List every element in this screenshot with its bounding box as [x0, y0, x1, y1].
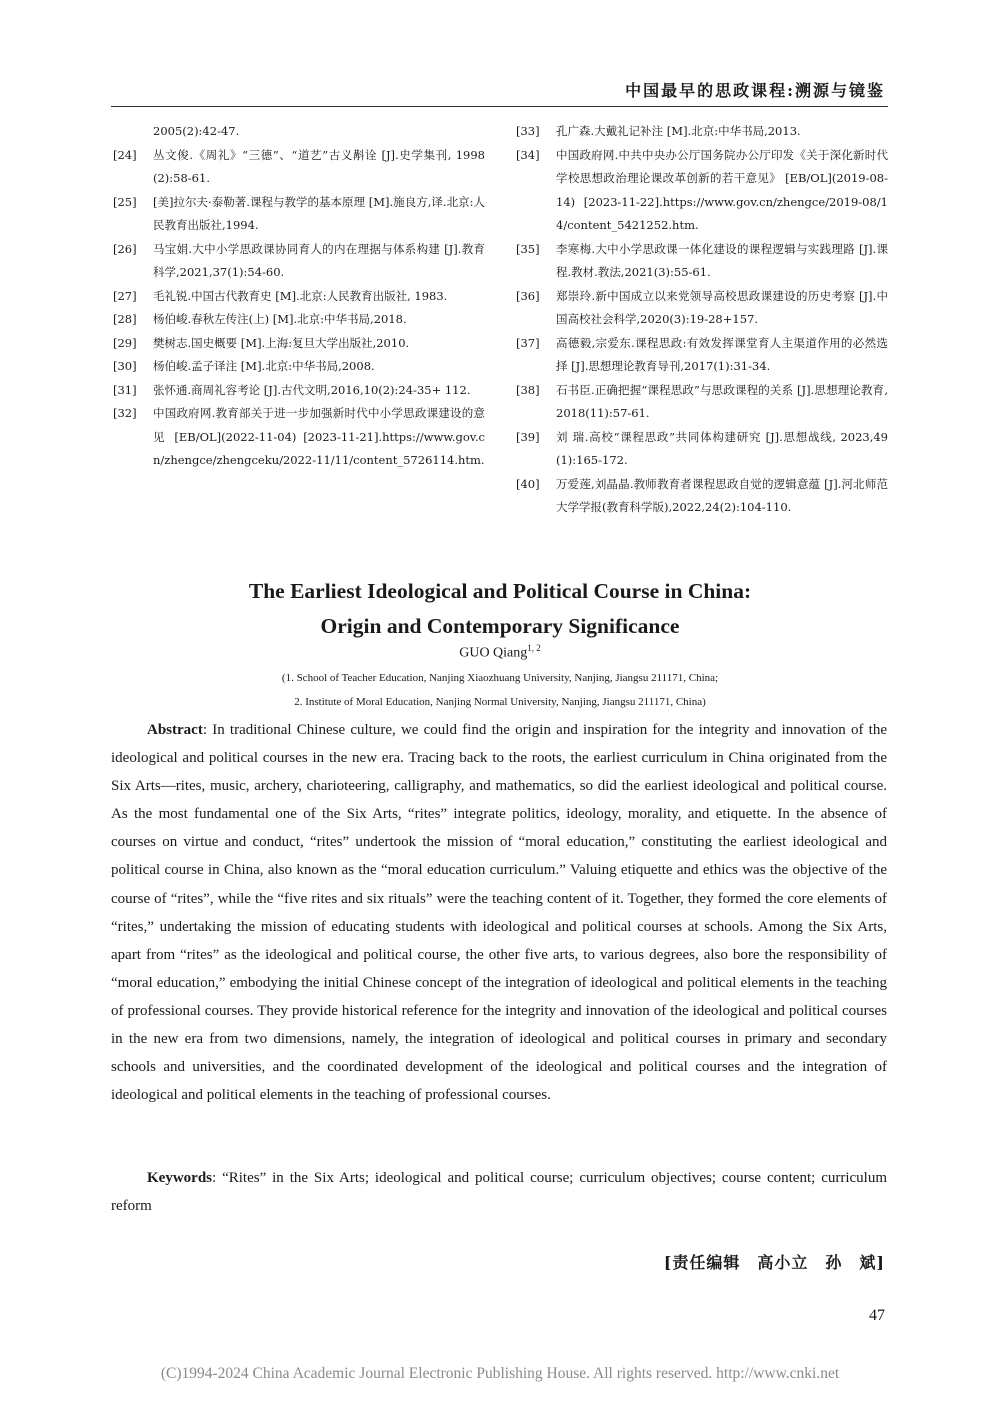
- reference-text: 刘 瑞.高校“课程思政”共同体构建研究 [J].思想战线, 2023,49(1):165-172.: [556, 429, 888, 467]
- reference-number: [25]: [113, 194, 137, 209]
- reference-text: 毛礼锐.中国古代教育史 [M].北京:人民教育出版社, 1983.: [153, 288, 448, 303]
- reference-number: [38]: [516, 382, 540, 397]
- reference-text: 李寒梅.大中小学思政课一体化建设的课程逻辑与实践理路 [J].课程.教材.教法,2021(3):55-61.: [556, 241, 888, 279]
- reference-item: [113, 285, 485, 309]
- keywords-text: : “Rites” in the Six Arts; ideological and political course; curriculum objectives; course content; curriculum reform: [111, 1170, 887, 1215]
- page-number: 47: [869, 1307, 885, 1324]
- author: [0, 643, 1000, 662]
- reference-text: 2005(2):42-47.: [153, 124, 240, 138]
- reference-text: 孔广森.大戴礼记补注 [M].北京:中华书局,2013.: [556, 124, 801, 138]
- references-left-column: [113, 120, 485, 473]
- reference-number: [27]: [113, 288, 137, 303]
- reference-item: [113, 191, 485, 238]
- reference-item: [516, 426, 888, 473]
- reference-text: 樊树志.国史概要 [M].上海:复旦大学出版社,2010.: [153, 335, 410, 350]
- affiliation-1: (1. School of Teacher Education, Nanjing Xiaozhuang University, Nanjing, Jiangsu 211171, China;: [281, 672, 719, 684]
- reference-text: 高德毅,宗爱东.课程思政:有效发挥课堂育人主渠道作用的必然选择 [J].思想理论教育导刊,2017(1):31-34.: [556, 335, 888, 373]
- reference-number: [30]: [113, 359, 137, 373]
- reference-number: [31]: [113, 382, 137, 397]
- reference-item: [113, 332, 485, 356]
- reference-number: [26]: [113, 241, 137, 256]
- reference-item: [516, 332, 888, 379]
- reference-number: [24]: [113, 147, 137, 162]
- reference-number: [36]: [516, 288, 540, 303]
- reference-item: [113, 144, 485, 191]
- reference-number: [33]: [516, 124, 540, 138]
- reference-text: 万爱莲,刘晶晶.教师教育者课程思政自觉的逻辑意蕴 [J].河北师范大学学报(教育科学版),2022,24(2):104-110.: [556, 476, 888, 514]
- reference-text: 马宝娟.大中小学思政课协同育人的内在理据与体系构建 [J].教育科学,2021,37(1):54-60.: [153, 241, 485, 279]
- reference-number: [29]: [113, 335, 137, 350]
- reference-item: [113, 402, 485, 473]
- reference-text: [美]拉尔夫·泰勒著.课程与教学的基本原理 [M].施良方,译.北京:人民教育出版社,1994.: [153, 194, 485, 232]
- affiliation-2: 2. Institute of Moral Education, Nanjing Normal University, Nanjing, Jiangsu 211171, China): [294, 696, 706, 708]
- reference-item: [516, 238, 888, 285]
- english-title-line2: Origin and Contemporary Significance: [320, 614, 680, 638]
- author-affiliation-marker: 1, 2: [527, 643, 541, 653]
- english-title-line1: The Earliest Ideological and Political Course in China:: [248, 579, 752, 603]
- abstract-text: : In traditional Chinese culture, we could find the origin and inspiration for the integrity and innovation of the ideological and political courses in the new era. Tracing back to the roots, the earliest curriculum in China originated from the Six Arts—rites, music, archery, charioteering, calligraphy, and mathematics, so did the earliest ideological and political course. As the most fundamental one of the Six Arts, “rites” integrate politics, ideology, morality, and etiquette. In the absence of courses on virtue and conduct, “rites” undertook the mission of “moral education,” constituting the earliest ideological and political course in China, also known as the “moral education curriculum.” Valuing etiquette and ethics was the objective of the course of “rites”, while the “five rites and six rituals” were the teaching content of it. Together, they formed the core elements of “rites,” undertaking the mission of educating students with ideological and political courses at schools. Among the Six Arts, apart from “rites” as the ideological and political course, the other five arts, to various degrees, also bore the responsibility of “moral education,” embodying the initial Chinese concept of the integration of ideological and political elements in the teaching of professional courses. They provide historical reference for the integrity and innovation of the ideological and political courses in the new era from two dimensions, namely, the integration of ideological and political courses in primary and secondary schools and universities, and the coordinated development of the ideological and political courses and the integration of ideological and political elements in the teaching of professional courses.: [111, 722, 887, 1104]
- keywords: [111, 1164, 887, 1220]
- header-rule: [111, 106, 888, 107]
- reference-number: [28]: [113, 312, 137, 326]
- author-name: GUO Qiang: [459, 645, 528, 661]
- reference-item: [516, 285, 888, 332]
- reference-number: [32]: [113, 406, 137, 420]
- reference-item: [113, 238, 485, 285]
- reference-text: 郑崇玲.新中国成立以来党领导高校思政课建设的历史考察 [J].中国高校社会科学,2020(3):19-28+157.: [556, 288, 888, 326]
- reference-item: [113, 120, 485, 144]
- abstract-label: Abstract: [147, 722, 203, 738]
- reference-text: 杨伯峻.春秋左传注(上) [M].北京:中华书局,2018.: [153, 312, 407, 326]
- reference-number: [39]: [516, 429, 540, 444]
- reference-item: [113, 379, 485, 403]
- reference-item: [516, 379, 888, 426]
- reference-number: [37]: [516, 335, 540, 350]
- reference-text: 杨伯峻.孟子译注 [M].北京:中华书局,2008.: [153, 359, 375, 373]
- reference-item: [516, 144, 888, 238]
- running-head: 中国最早的思政课程:溯源与镜鉴: [625, 81, 885, 100]
- reference-text: 中国政府网.中共中央办公厅国务院办公厅印发《关于深化新时代学校思想政治理论课改革创新的若干意见》 [EB/OL](2019-08-14) [2023-11-22].https://www.gov.cn/zhengce/2019-08/14/content_5421252.htm.: [556, 147, 888, 232]
- reference-number: [35]: [516, 241, 540, 256]
- keywords-label: Keywords: [147, 1170, 212, 1186]
- reference-text: 丛文俊.《周礼》“三德”、“道艺”古义斠诠 [J].史学集刊, 1998(2):58-61.: [153, 147, 485, 185]
- reference-number: [40]: [516, 476, 540, 491]
- reference-text: 张怀通.商周礼容考论 [J].古代文明,2016,10(2):24-35+ 112.: [153, 382, 471, 397]
- responsible-editor: [责任编辑 高小立 孙 斌]: [663, 1253, 885, 1272]
- references-right-column: [516, 120, 888, 520]
- reference-item: [516, 120, 888, 144]
- reference-item: [113, 308, 485, 332]
- english-title: [0, 574, 1000, 644]
- reference-item: [113, 355, 485, 379]
- reference-item: [516, 473, 888, 520]
- abstract: [111, 716, 887, 1109]
- copyright-watermark: (C)1994-2024 China Academic Journal Electronic Publishing House. All rights reserved. http://www.cnki.net: [160, 1365, 840, 1382]
- reference-number: [34]: [516, 147, 540, 162]
- reference-text: 石书臣.正确把握“课程思政”与思政课程的关系 [J].思想理论教育,2018(11):57-61.: [556, 382, 888, 420]
- reference-text: 中国政府网.教育部关于进一步加强新时代中小学思政课建设的意见 [EB/OL](2022-11-04) [2023-11-21].https://www.gov.cn/zhengce/zhengceku/2022-11/11/content_5726114.htm.: [153, 406, 485, 467]
